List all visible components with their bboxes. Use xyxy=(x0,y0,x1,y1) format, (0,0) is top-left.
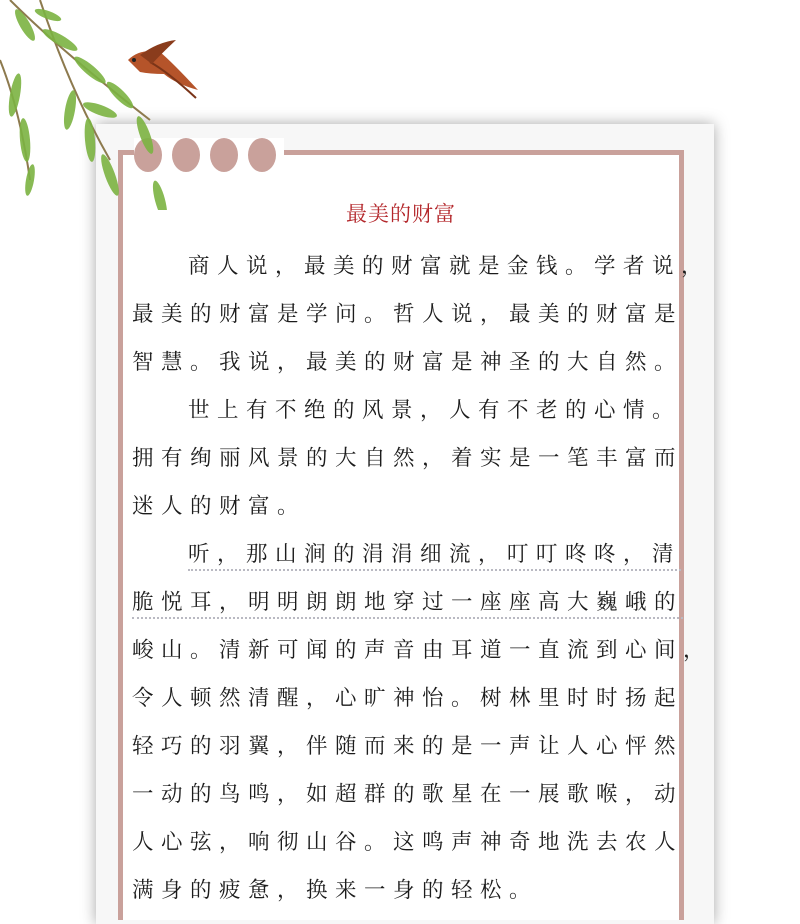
underlined-text: 听，那山涧的涓涓细流，叮叮咚咚，清 xyxy=(188,542,681,571)
paragraph-line: 令人顿然清醒，心旷神怡。树林里时时扬起 xyxy=(132,686,684,711)
document-title: 最美的财富 xyxy=(346,202,456,226)
paragraph-line: 人心弦，响彻山谷。这鸣声神奇地洗去农人 xyxy=(132,830,684,855)
binder-hole-icon xyxy=(248,138,276,172)
underlined-text: 脆悦耳，明明朗朗地穿过一座座高大巍峨的 xyxy=(132,590,683,619)
swallow-bird-icon xyxy=(128,40,198,98)
paragraph-line xyxy=(132,585,684,616)
paragraph-line: 最美的财富是学问。哲人说，最美的财富是 xyxy=(132,302,684,327)
willow-branch-icon xyxy=(0,0,230,210)
paragraph-line: 迷人的财富。 xyxy=(132,494,307,519)
paragraph-line: 世上有不绝的风景，人有不老的心情。 xyxy=(188,398,682,423)
paragraph-line: 峻山。清新可闻的声音由耳道一直流到心间， xyxy=(132,638,713,663)
paragraph-line: 智慧。我说，最美的财富是神圣的大自然。 xyxy=(132,350,684,375)
paragraph-line: 轻巧的羽翼，伴随而来的是一声让人心怦然 xyxy=(132,734,684,759)
paragraph-line xyxy=(188,537,728,568)
paragraph-line: 一动的鸟鸣，如超群的歌星在一展歌喉，动 xyxy=(132,782,684,807)
paragraph-line: 满身的疲惫，换来一身的轻松。 xyxy=(132,878,539,903)
paragraph-line: 商人说，最美的财富就是金钱。学者说， xyxy=(188,254,711,279)
paragraph-line: 拥有绚丽风景的大自然，着实是一笔丰富而 xyxy=(132,446,684,471)
